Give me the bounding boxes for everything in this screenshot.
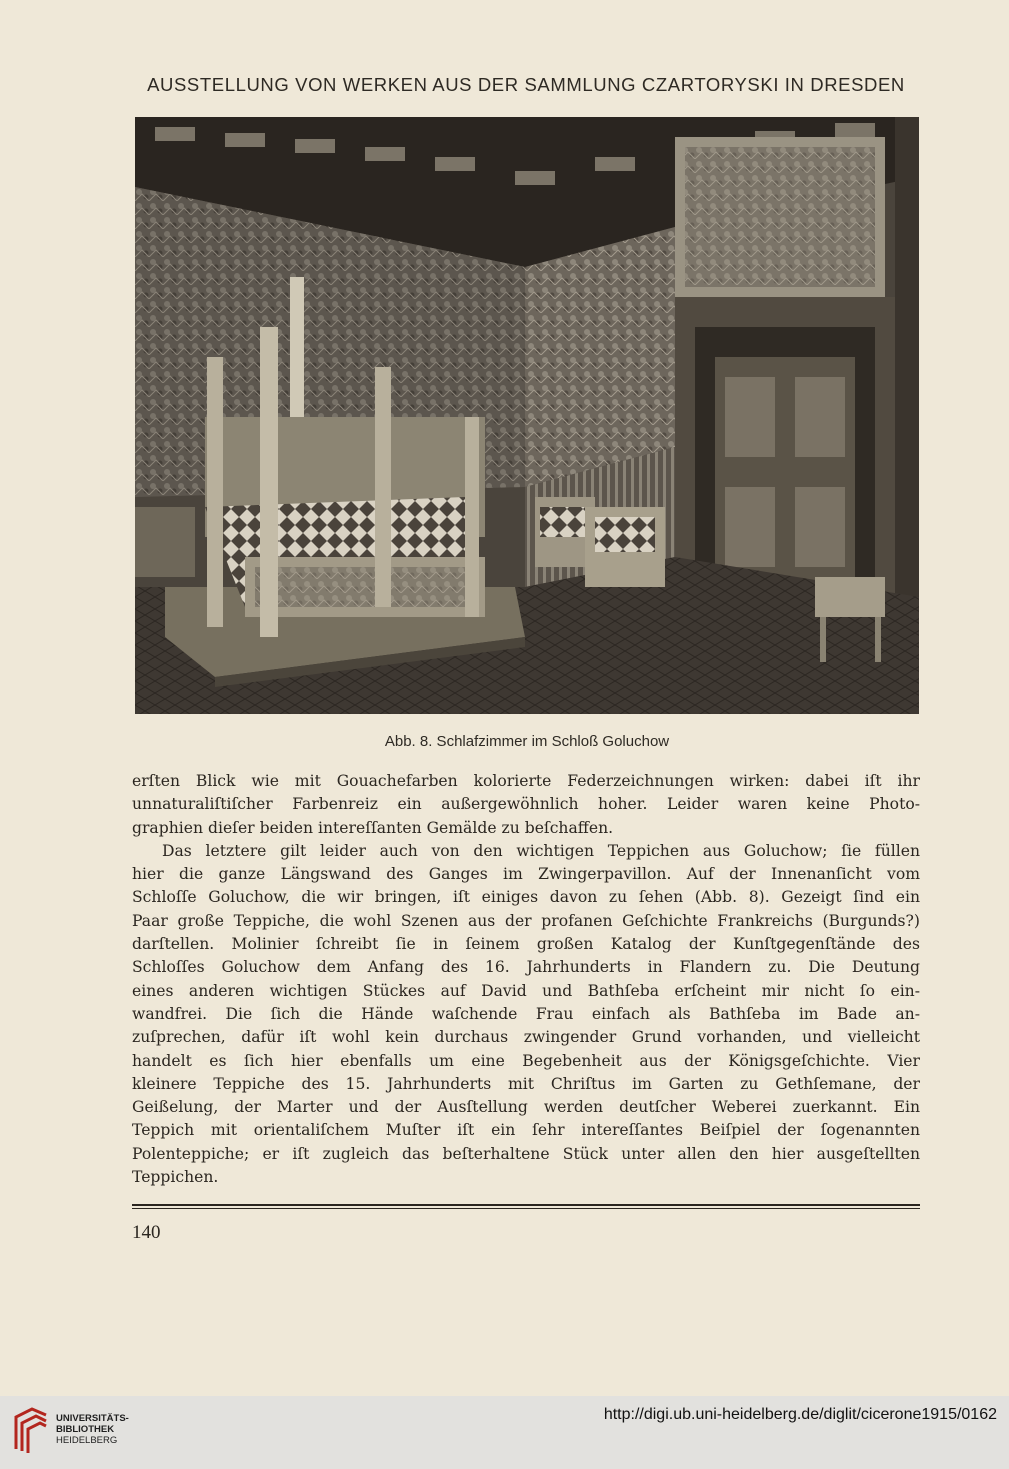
text-line: wandfrei. Die ſich die Hände waſchende Frau einfach als Bathſeba im Bade an- — [132, 1004, 920, 1023]
text-line: Polenteppiche; er iſt zugleich das beſterhaltene Stück unter allen den hier ausgeſtellten — [132, 1144, 920, 1163]
library-name-line3: HEIDELBERG — [56, 1435, 118, 1446]
running-header: AUSSTELLUNG VON WERKEN AUS DER SAMMLUNG CZARTORYSKI IN DRESDEN — [147, 74, 905, 95]
text-line: Das letztere gilt leider auch von den wichtigen Teppichen aus Goluchow; ſie füllen — [162, 841, 920, 860]
text-line: darſtellen. Molinier ſchreibt ſie in ſeinem großen Katalog der Kunſtgegenſtände des — [132, 935, 920, 954]
text-line: Paar große Teppiche, die wohl Szenen aus der profanen Geſchichte Frankreichs (Burgunds?) — [132, 911, 920, 930]
text-line: hier die ganze Längswand des Ganges im Zwingerpavillon. Auf der Innenanſicht vom — [132, 865, 920, 884]
page-number: 140 — [132, 1222, 161, 1243]
body-text — [132, 770, 920, 1189]
footer-rule-thin — [132, 1208, 920, 1209]
library-logo-icon — [10, 1405, 50, 1455]
library-name-line2: BIBLIOTHEK — [56, 1424, 115, 1435]
text-line: Schloſſes Goluchow dem Anfang des 16. Jahrhunderts in Flandern zu. Die Deutung — [132, 958, 920, 977]
figure-caption: Abb. 8. Schlafzimmer im Schloß Goluchow — [384, 733, 670, 750]
text-line: erſten Blick wie mit Gouachefarben kolorierte Federzeichnungen wirken: dabei iſt ihr — [132, 772, 920, 790]
text-line: handelt es ſich hier ebenfalls um eine Begebenheit aus der Königsgeſchichte. Vier — [132, 1051, 920, 1070]
source-url-link[interactable]: http://digi.ub.uni-heidelberg.de/diglit/cicerone1915/0162 — [603, 1406, 997, 1423]
text-line: eines anderen wichtigen Stückes auf David und Bathſeba erſcheint mir nicht ſo ein- — [132, 981, 920, 1000]
library-name-line1: UNIVERSITÄTS- — [56, 1413, 129, 1424]
text-line: Teppichen. — [132, 1168, 219, 1187]
text-line: unnaturaliſtiſcher Farbenreiz ein außergewöhnlich hoher. Leider waren keine Photo- — [132, 795, 920, 814]
text-line: zuſprechen, dafür iſt wohl kein durchaus zwingender Grund vorhanden, und vielleicht — [132, 1028, 920, 1047]
text-line: kleinere Teppiche des 15. Jahrhunderts mit Chriſtus im Garten zu Gethſemane, der — [132, 1074, 920, 1093]
text-line: graphien dieſer beiden intereſſanten Gemälde zu beſchaffen. — [132, 818, 614, 837]
text-line: Teppich mit orientaliſchem Muſter iſt ein ſehr intereſſantes Beiſpiel der ſogenannten — [132, 1121, 920, 1140]
bedroom-photograph — [135, 117, 919, 714]
text-line: Schloſſe Goluchow, die wir bringen, iſt einiges davon zu ſehen (Abb. 8). Gezeigt ſind ein — [132, 888, 920, 907]
footer-rule-thick — [132, 1204, 920, 1206]
text-line: Geißelung, der Marter und der Ausſtellung werden deutſcher Weberei zuerkannt. Ein — [132, 1098, 920, 1117]
library-name — [56, 1413, 129, 1446]
